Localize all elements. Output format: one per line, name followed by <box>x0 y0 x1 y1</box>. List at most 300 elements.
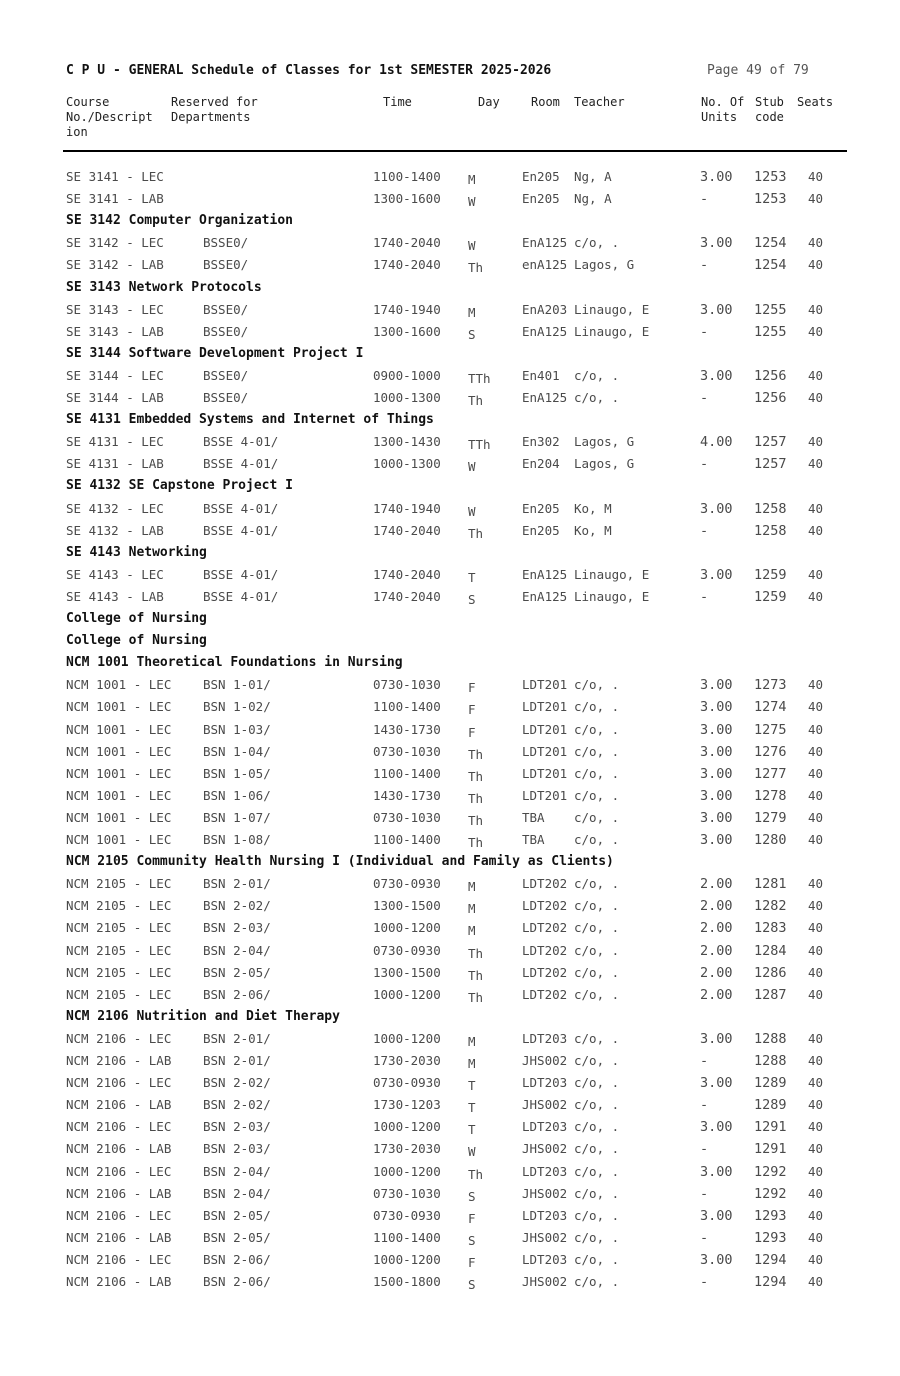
cell-units: 3.00 <box>700 169 733 185</box>
cell-time: 1300-1600 <box>373 323 441 339</box>
cell-teacher: c/o, . <box>574 367 620 383</box>
cell-time: 1000-1200 <box>373 1030 441 1046</box>
cell-stub: 1256 <box>754 390 787 406</box>
cell-teacher: c/o, . <box>574 876 620 892</box>
cell-room: EnA203 <box>522 301 568 317</box>
cell-dept: BSSE 4-01/ <box>203 434 279 450</box>
cell-time: 1730-1203 <box>373 1097 441 1113</box>
cell-stub: 1289 <box>754 1097 787 1114</box>
section-heading <box>0 478 900 500</box>
cell-units: - <box>700 522 709 539</box>
cell-day: TTh <box>468 370 491 386</box>
col-header-room: Room <box>531 95 560 109</box>
cell-stub: 1292 <box>754 1185 787 1202</box>
cell-day: T <box>468 1078 476 1094</box>
cell-time: 1430-1730 <box>373 787 441 803</box>
cell-room: En205 <box>522 500 560 516</box>
cell-seats: 40 <box>808 1229 824 1245</box>
cell-seats: 40 <box>808 390 824 405</box>
cell-day: Th <box>468 967 484 983</box>
cell-stub: 1289 <box>754 1075 787 1092</box>
table-row <box>0 456 900 478</box>
cell-room: En204 <box>522 456 560 472</box>
cell-day: S <box>468 1232 476 1248</box>
cell-teacher: c/o, . <box>574 787 620 803</box>
table-row <box>0 943 900 965</box>
header-divider <box>63 150 847 152</box>
cell-units: 3.00 <box>700 1251 733 1268</box>
cell-teacher: c/o, . <box>574 898 620 914</box>
cell-time: 1740-2040 <box>373 566 441 582</box>
cell-units: 2.00 <box>700 964 733 981</box>
col-header-reserved: Reserved for Departments <box>171 95 258 124</box>
cell-day: M <box>468 901 476 917</box>
cell-dept: BSN 2-01/ <box>203 1053 271 1068</box>
cell-day: M <box>468 172 476 187</box>
cell-room: En302 <box>522 434 560 450</box>
section-heading <box>0 1009 900 1031</box>
cell-day: S <box>468 326 476 342</box>
cell-day: F <box>468 702 476 718</box>
cell-seats: 40 <box>808 721 824 737</box>
table-row <box>0 1208 900 1230</box>
cell-seats: 40 <box>808 743 824 759</box>
cell-course: NCM 2106 - LEC <box>66 1207 172 1223</box>
table-row <box>0 169 900 191</box>
table-row <box>0 832 900 854</box>
cell-seats: 40 <box>808 1141 824 1157</box>
cell-time: 1000-1300 <box>373 390 441 405</box>
col-header-time: Time <box>383 95 412 109</box>
cell-day: Th <box>468 1166 484 1182</box>
cell-teacher: Linaugo, E <box>574 588 650 604</box>
cell-seats: 40 <box>808 522 824 538</box>
cell-time: 0730-0930 <box>373 876 441 892</box>
cell-seats: 40 <box>808 1053 824 1068</box>
cell-teacher: c/o, . <box>574 1030 620 1046</box>
cell-day: M <box>468 1033 476 1049</box>
cell-stub: 1253 <box>754 191 787 208</box>
cell-dept: BSN 2-03/ <box>203 1119 271 1135</box>
cell-day: Th <box>468 989 484 1005</box>
cell-dept: BSN 1-02/ <box>203 699 271 715</box>
cell-units: - <box>700 456 709 473</box>
cell-teacher: c/o, . <box>574 721 620 737</box>
cell-units: - <box>700 1097 709 1114</box>
cell-teacher: Lagos, G <box>574 456 635 472</box>
cell-course: NCM 2105 - LEC <box>66 876 172 892</box>
cell-teacher: c/o, . <box>574 1251 620 1267</box>
cell-seats: 40 <box>808 235 824 251</box>
cell-stub: 1294 <box>754 1251 787 1268</box>
cell-room: LDT203 <box>522 1030 568 1046</box>
cell-teacher: c/o, . <box>574 677 620 693</box>
cell-day: F <box>468 1254 476 1270</box>
cell-units: - <box>700 191 709 208</box>
cell-room: LDT202 <box>522 986 568 1002</box>
col-header-units: No. Of Units <box>701 95 745 124</box>
cell-seats: 40 <box>808 434 824 450</box>
table-row <box>0 235 900 257</box>
table-row <box>0 1031 900 1053</box>
cell-units: 3.00 <box>700 1207 733 1224</box>
cell-course: SE 4131 - LAB <box>66 456 164 472</box>
cell-teacher: Ng, A <box>574 169 612 184</box>
cell-course: NCM 1001 - LEC <box>66 765 172 781</box>
cell-dept: BSN 2-02/ <box>203 1097 271 1113</box>
cell-course: NCM 2106 - LEC <box>66 1075 172 1091</box>
cell-seats: 40 <box>808 191 824 207</box>
cell-units: 3.00 <box>700 699 733 716</box>
cell-stub: 1283 <box>754 920 787 937</box>
cell-stub: 1255 <box>754 323 787 340</box>
cell-time: 0730-1030 <box>373 1185 441 1201</box>
table-row <box>0 744 900 766</box>
section-heading <box>0 611 900 633</box>
col-header-stub: Stub code <box>755 95 784 124</box>
cell-seats: 40 <box>808 301 824 317</box>
cell-time: 0730-1030 <box>373 677 441 693</box>
cell-units: 3.00 <box>700 1119 733 1136</box>
cell-teacher: Ng, A <box>574 191 612 207</box>
cell-seats: 40 <box>808 500 824 516</box>
cell-teacher: Linaugo, E <box>574 323 650 339</box>
cell-dept: BSN 2-01/ <box>203 1030 271 1046</box>
section-heading <box>0 633 900 655</box>
cell-room: LDT203 <box>522 1075 568 1091</box>
cell-seats: 40 <box>808 323 824 339</box>
cell-dept: BSSE 4-01/ <box>203 588 279 604</box>
section-heading <box>0 213 900 235</box>
table-row <box>0 699 900 721</box>
cell-units: - <box>700 1274 709 1290</box>
cell-stub: 1287 <box>754 986 787 1003</box>
cell-room: JHS002 <box>522 1274 568 1289</box>
cell-teacher: c/o, . <box>574 809 620 825</box>
cell-room: JHS002 <box>522 1185 568 1201</box>
cell-seats: 40 <box>808 920 824 936</box>
cell-teacher: c/o, . <box>574 1119 620 1135</box>
cell-time: 1300-1430 <box>373 434 441 450</box>
cell-day: F <box>468 680 476 696</box>
cell-dept: BSN 1-07/ <box>203 809 271 825</box>
col-header-seats: Seats <box>797 95 834 109</box>
table-row <box>0 567 900 589</box>
cell-dept: BSN 1-04/ <box>203 743 271 759</box>
cell-units: 3.00 <box>700 235 733 252</box>
table-row <box>0 523 900 545</box>
cell-seats: 40 <box>808 1207 824 1223</box>
cell-time: 1300-1500 <box>373 964 441 980</box>
section-heading-text: College of Nursing <box>66 633 207 649</box>
section-heading <box>0 854 900 876</box>
cell-room: LDT202 <box>522 942 568 958</box>
cell-day: T <box>468 1122 476 1138</box>
cell-seats: 40 <box>808 1274 824 1289</box>
cell-time: 1000-1200 <box>373 1119 441 1135</box>
table-row <box>0 722 900 744</box>
cell-dept: BSSE0/ <box>203 257 249 273</box>
cell-room: EnA125 <box>522 588 568 604</box>
cell-stub: 1258 <box>754 500 787 517</box>
cell-dept: BSSE 4-01/ <box>203 566 279 582</box>
cell-teacher: c/o, . <box>574 942 620 958</box>
cell-day: M <box>468 879 476 895</box>
cell-teacher: c/o, . <box>574 986 620 1002</box>
cell-stub: 1273 <box>754 677 787 694</box>
cell-room: LDT201 <box>522 765 568 781</box>
cell-units: - <box>700 1229 709 1246</box>
cell-seats: 40 <box>808 367 824 383</box>
section-heading-text: SE 4131 Embedded Systems and Internet of Things <box>66 412 434 428</box>
cell-room: TBA <box>522 809 545 825</box>
section-heading-text: SE 3142 Computer Organization <box>66 213 293 229</box>
table-row <box>0 987 900 1009</box>
cell-stub: 1291 <box>754 1141 787 1158</box>
cell-stub: 1277 <box>754 765 787 782</box>
cell-day: F <box>468 724 476 740</box>
cell-room: LDT203 <box>522 1163 568 1179</box>
cell-day: S <box>468 1277 476 1292</box>
cell-stub: 1258 <box>754 522 787 539</box>
cell-time: 1730-2030 <box>373 1141 441 1157</box>
cell-dept: BSN 2-05/ <box>203 964 271 980</box>
cell-day: M <box>468 304 476 320</box>
cell-time: 1000-1200 <box>373 1251 441 1267</box>
cell-seats: 40 <box>808 1030 824 1046</box>
cell-stub: 1284 <box>754 942 787 959</box>
section-heading <box>0 346 900 368</box>
cell-teacher: c/o, . <box>574 1274 620 1289</box>
cell-seats: 40 <box>808 1185 824 1201</box>
cell-day: Th <box>468 945 484 961</box>
cell-time: 1100-1400 <box>373 1229 441 1245</box>
cell-day: T <box>468 569 476 585</box>
table-row <box>0 788 900 810</box>
cell-course: SE 3143 - LAB <box>66 323 164 339</box>
cell-time: 1300-1600 <box>373 191 441 207</box>
table-row <box>0 1097 900 1119</box>
cell-time: 1000-1200 <box>373 1163 441 1179</box>
cell-units: 2.00 <box>700 898 733 915</box>
cell-stub: 1292 <box>754 1163 787 1180</box>
cell-teacher: c/o, . <box>574 1075 620 1091</box>
cell-seats: 40 <box>808 898 824 914</box>
cell-dept: BSN 1-01/ <box>203 677 271 693</box>
cell-stub: 1255 <box>754 301 787 318</box>
section-heading <box>0 280 900 302</box>
table-row <box>0 257 900 279</box>
cell-day: W <box>468 503 476 519</box>
cell-teacher: c/o, . <box>574 964 620 980</box>
cell-units: 3.00 <box>700 787 733 804</box>
table-row <box>0 876 900 898</box>
cell-stub: 1256 <box>754 367 787 384</box>
cell-time: 0730-1030 <box>373 809 441 825</box>
cell-teacher: c/o, . <box>574 1097 620 1113</box>
cell-room: JHS002 <box>522 1141 568 1157</box>
cell-units: - <box>700 323 709 340</box>
cell-teacher: c/o, . <box>574 699 620 715</box>
cell-course: NCM 1001 - LEC <box>66 677 172 693</box>
section-heading <box>0 412 900 434</box>
section-heading-text: NCM 2105 Community Health Nursing I (Individual and Family as Clients) <box>66 854 614 870</box>
cell-seats: 40 <box>808 677 824 693</box>
cell-dept: BSSE0/ <box>203 367 249 383</box>
cell-stub: 1293 <box>754 1229 787 1246</box>
cell-room: En205 <box>522 191 560 207</box>
cell-course: SE 3141 - LEC <box>66 169 164 184</box>
cell-day: Th <box>468 746 484 762</box>
section-heading-text: SE 4143 Networking <box>66 544 207 560</box>
cell-day: Th <box>468 525 484 541</box>
table-row <box>0 589 900 611</box>
col-header-day: Day <box>478 95 500 109</box>
cell-units: 4.00 <box>700 434 733 451</box>
cell-dept: BSN 2-04/ <box>203 1163 271 1179</box>
cell-course: SE 3143 - LEC <box>66 301 164 317</box>
cell-course: NCM 2106 - LAB <box>66 1185 172 1201</box>
cell-course: NCM 2106 - LEC <box>66 1030 172 1046</box>
cell-time: 0730-0930 <box>373 1207 441 1223</box>
cell-day: W <box>468 1144 476 1160</box>
cell-time: 1000-1200 <box>373 920 441 936</box>
cell-day: Th <box>468 790 484 806</box>
cell-seats: 40 <box>808 787 824 803</box>
cell-dept: BSSE0/ <box>203 390 249 405</box>
cell-stub: 1286 <box>754 964 787 981</box>
cell-stub: 1288 <box>754 1030 787 1047</box>
cell-stub: 1254 <box>754 257 787 274</box>
cell-seats: 40 <box>808 1097 824 1113</box>
cell-day: W <box>468 194 476 210</box>
cell-course: SE 3144 - LAB <box>66 390 164 405</box>
cell-course: SE 4143 - LAB <box>66 588 164 604</box>
cell-day: Th <box>468 768 484 784</box>
cell-course: NCM 2105 - LEC <box>66 920 172 936</box>
cell-dept: BSN 2-02/ <box>203 1075 271 1091</box>
cell-dept: BSN 2-04/ <box>203 1185 271 1201</box>
cell-room: LDT201 <box>522 677 568 693</box>
cell-room: LDT201 <box>522 721 568 737</box>
cell-time: 1430-1730 <box>373 721 441 737</box>
cell-time: 1100-1400 <box>373 169 441 184</box>
cell-teacher: c/o, . <box>574 1207 620 1223</box>
cell-units: - <box>700 1053 709 1069</box>
cell-units: - <box>700 1185 709 1202</box>
cell-day: S <box>468 1188 476 1204</box>
cell-room: JHS002 <box>522 1053 568 1068</box>
cell-stub: 1281 <box>754 876 787 893</box>
table-row <box>0 390 900 412</box>
cell-room: LDT201 <box>522 743 568 759</box>
cell-seats: 40 <box>808 566 824 582</box>
cell-units: 3.00 <box>700 1030 733 1047</box>
cell-room: LDT201 <box>522 699 568 715</box>
cell-course: SE 4143 - LEC <box>66 566 164 582</box>
cell-day: S <box>468 591 476 607</box>
cell-dept: BSN 1-08/ <box>203 832 271 847</box>
cell-seats: 40 <box>808 588 824 604</box>
cell-stub: 1279 <box>754 809 787 826</box>
cell-course: NCM 1001 - LEC <box>66 743 172 759</box>
cell-room: En205 <box>522 522 560 538</box>
cell-units: 3.00 <box>700 721 733 738</box>
cell-time: 0730-0930 <box>373 1075 441 1091</box>
cell-teacher: Ko, M <box>574 500 612 516</box>
page-title: C P U - GENERAL Schedule of Classes for 1st SEMESTER 2025-2026 <box>66 63 552 78</box>
table-row <box>0 1141 900 1163</box>
table-row <box>0 677 900 699</box>
cell-course: NCM 2106 - LAB <box>66 1097 172 1113</box>
cell-dept: BSSE 4-01/ <box>203 500 279 516</box>
cell-dept: BSN 2-03/ <box>203 1141 271 1157</box>
cell-stub: 1294 <box>754 1274 787 1290</box>
cell-dept: BSN 2-04/ <box>203 942 271 958</box>
table-row <box>0 1252 900 1274</box>
cell-time: 1100-1400 <box>373 765 441 781</box>
cell-stub: 1253 <box>754 169 787 185</box>
col-header-teacher: Teacher <box>574 95 625 109</box>
cell-dept: BSSE 4-01/ <box>203 522 279 538</box>
section-heading-text: SE 3144 Software Development Project I <box>66 345 364 361</box>
cell-seats: 40 <box>808 1075 824 1091</box>
cell-seats: 40 <box>808 699 824 715</box>
cell-day: W <box>468 459 476 475</box>
cell-dept: BSN 1-06/ <box>203 787 271 803</box>
cell-teacher: c/o, . <box>574 235 620 251</box>
table-row <box>0 1230 900 1252</box>
cell-room: EnA125 <box>522 566 568 582</box>
section-heading-text: NCM 2106 Nutrition and Diet Therapy <box>66 1008 340 1024</box>
cell-dept: BSN 2-01/ <box>203 876 271 892</box>
cell-units: 3.00 <box>700 743 733 760</box>
cell-room: LDT202 <box>522 964 568 980</box>
cell-dept: BSN 2-05/ <box>203 1229 271 1245</box>
cell-time: 1730-2030 <box>373 1053 441 1068</box>
cell-time: 1740-1940 <box>373 301 441 317</box>
cell-stub: 1259 <box>754 566 787 583</box>
cell-stub: 1282 <box>754 898 787 915</box>
cell-seats: 40 <box>808 942 824 958</box>
cell-day: F <box>468 1210 476 1226</box>
cell-teacher: Ko, M <box>574 522 612 538</box>
cell-time: 1740-2040 <box>373 257 441 273</box>
cell-teacher: c/o, . <box>574 832 620 847</box>
cell-units: 2.00 <box>700 920 733 937</box>
cell-seats: 40 <box>808 765 824 781</box>
cell-seats: 40 <box>808 986 824 1002</box>
table-row <box>0 1164 900 1186</box>
cell-day: Th <box>468 393 484 408</box>
cell-room: EnA125 <box>522 235 568 251</box>
cell-stub: 1280 <box>754 832 787 848</box>
cell-seats: 40 <box>808 876 824 892</box>
cell-course: NCM 2106 - LAB <box>66 1053 172 1068</box>
cell-time: 0730-1030 <box>373 743 441 759</box>
cell-course: SE 4131 - LEC <box>66 434 164 450</box>
cell-room: EnA125 <box>522 390 568 405</box>
cell-stub: 1293 <box>754 1207 787 1224</box>
section-heading-text: SE 4132 SE Capstone Project I <box>66 478 293 494</box>
cell-teacher: Linaugo, E <box>574 301 650 317</box>
cell-teacher: c/o, . <box>574 765 620 781</box>
cell-units: 3.00 <box>700 301 733 318</box>
cell-teacher: Lagos, G <box>574 434 635 450</box>
cell-seats: 40 <box>808 1119 824 1135</box>
cell-course: NCM 2105 - LEC <box>66 986 172 1002</box>
cell-units: 3.00 <box>700 367 733 384</box>
